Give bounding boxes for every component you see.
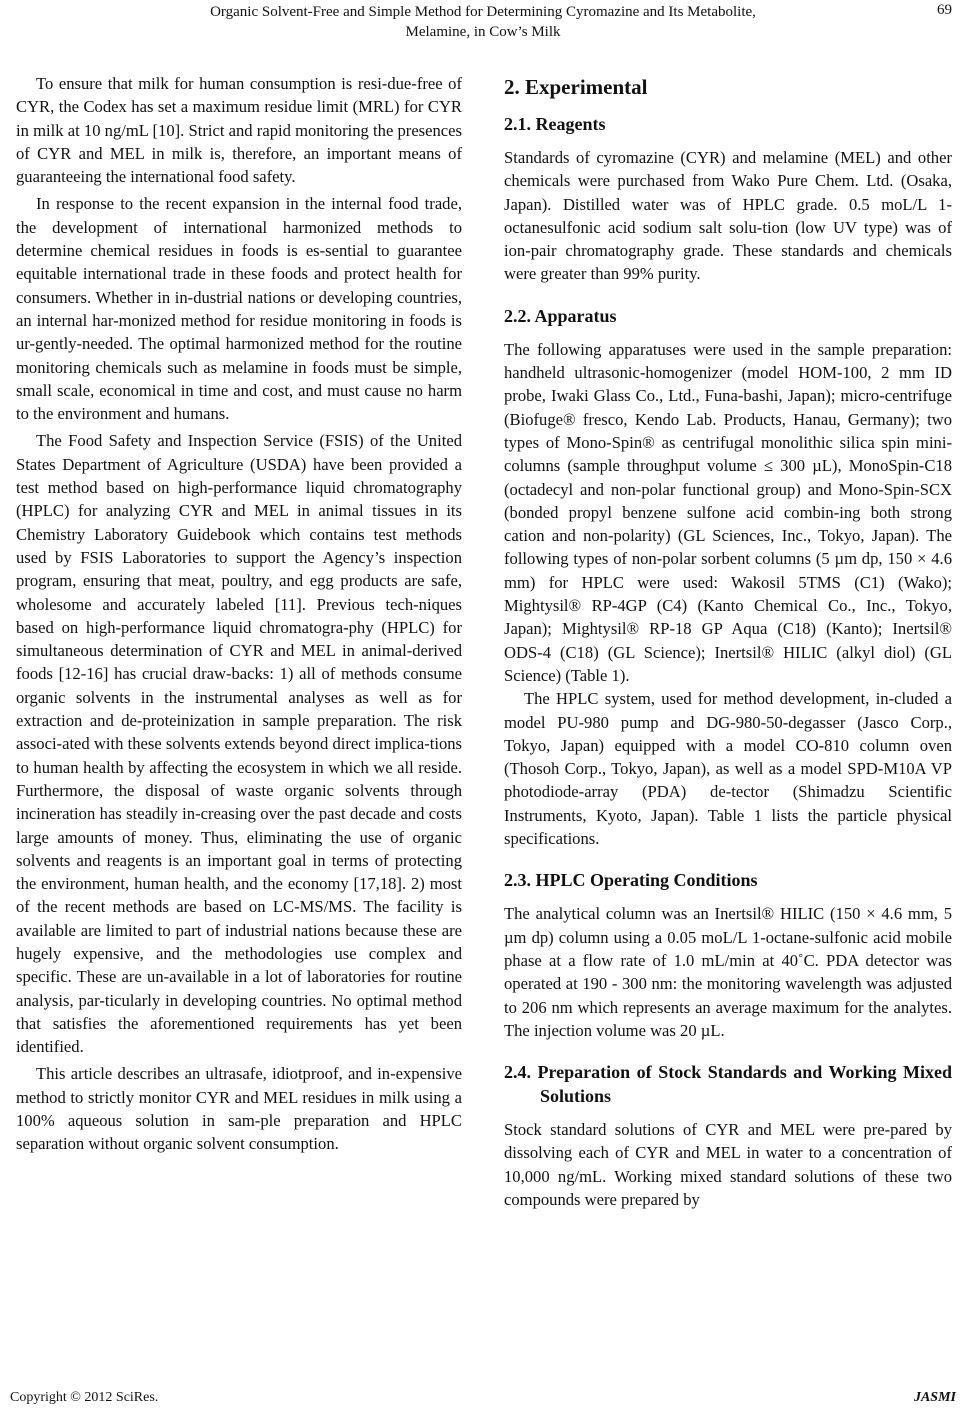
section-reagents: [504, 112, 952, 286]
left-column: [16, 72, 462, 1160]
journal-abbreviation: JASMI: [913, 1390, 956, 1405]
running-head: [0, 0, 966, 44]
section-heading-experimental: 2. Experimental: [504, 75, 648, 99]
subsection-heading-apparatus: 2.2. Apparatus: [504, 305, 617, 326]
section-stock-standards: [504, 1060, 952, 1211]
paragraph-harmonized-methods: In response to the recent expansion in the internal food trade, the development of international harmonized methods to determine chemical residues in foods is es-sential to guarantee equitable international trade in these foods and protect health for consumers. Whether in in-dustrial nations or developing countries, an internal har-monized method for residue monitoring in foods is ur-gently-needed. The optimal harmonized method for the routine monitoring chemicals such as melamine in foods must be simple, small scale, economical in time and cost, and must cause no harm to the environment and humans.: [16, 194, 462, 424]
paragraph-mrl: To ensure that milk for human consumption is resi-due-free of CYR, the Codex has set a maximum residue limit (MRL) for CYR in milk at 10 ng/mL [10]. Strict and rapid monitoring the presences of CYR and MEL in milk is, therefore, an important means of guaranteeing the international food safety.: [16, 74, 462, 187]
subsection-heading-stock-standards: 2.4. Preparation of Stock Standards and Working Mixed Solutions: [504, 1062, 952, 1107]
hplc-conditions-text: The analytical column was an Inertsil® HILIC (150 × 4.6 mm, 5 µm dp) column using a 0.05 moL/L 1-octane-sulfonic acid mobile phase at a flow rate of 1.0 mL/min at 40˚C. PDA detector was operated at 190 - 300 nm: the monitoring wavelength was adjusted to 206 nm which represents an average maximum for the analytes. The injection volume was 20 µL.: [504, 904, 952, 1040]
page-number: 69: [937, 2, 952, 18]
running-title-line-1: Organic Solvent-Free and Simple Method for Determining Cyromazine and Its Metabolite,: [210, 4, 756, 20]
apparatus-text-2: The HPLC system, used for method development, in-cluded a model PU-980 pump and DG-980-50-degasser (Jasco Corp., Tokyo, Japan) equipped with a model CO-810 column oven (Thosoh Corp., Tokyo, Japan), as well as a model SPD-M10A VP photodiode-array (PDA) de-tector (Shimadzu Scientific Instruments, Kyoto, Japan). Table 1 lists the particle physical specifications.: [504, 689, 952, 849]
apparatus-text-1: The following apparatuses were used in the sample preparation: handheld ultrasonic-homogenizer (model HOM-100, 2 mm ID probe, Iwaki Glass Co., Ltd., Funa-bashi, Japan); micro-centrifuge (Biofuge® fresco, Kendo Lab. Products, Hanau, Germany); two types of Mono-Spin® as centrifugal monolithic silica spin mini-columns (sample throughput volume ≤ 300 µL), MonoSpin-C18 (octadecyl and non-polar functional group) and Mono-Spin-SCX (bonded propyl benzene sulfone acid combin-ing both strong cation and non-polarity) (GL Sciences, Inc., Tokyo, Japan). The following types of non-polar sorbent columns (5 µm dp, 150 × 4.6 mm) for HPLC were used: Wakosil 5TMS (C1) (Wako); Mightysil® RP-4GP (C4) (Kanto Chemical Co., Inc., Tokyo, Japan); Mightysil® RP-18 GP Aqua (C18) (Kanto); Inertsil® ODS-4 (C18) (GL Science); Inertsil® HILIC (alkyl diol) (GL Science) (Table 1).: [504, 339, 952, 685]
paragraph-article-summary: This article describes an ultrasafe, idiotproof, and in-expensive method to strictly monitor CYR and MEL residues in milk using a 100% aqueous solution in sam-ple preparation and HPLC separation without organic solvent consumption.: [16, 1064, 462, 1154]
section-hplc-conditions: [504, 868, 952, 1042]
stock-standards-text: Stock standard solutions of CYR and MEL were pre-pared by dissolving each of CYR and MEL in water to a concentration of 10,000 ng/mL. Working mixed standard solutions of these two compounds were prepared by: [504, 1120, 952, 1209]
right-column: [504, 66, 952, 1229]
page-footer: [10, 1390, 956, 1410]
subsection-heading-hplc-conditions: 2.3. HPLC Operating Conditions: [504, 870, 758, 891]
copyright-notice: Copyright © 2012 SciRes.: [10, 1390, 159, 1405]
running-title: [60, 2, 906, 42]
subsection-heading-reagents: 2.1. Reagents: [504, 114, 606, 134]
section-apparatus: [504, 304, 952, 851]
paragraph-fsis: The Food Safety and Inspection Service (FSIS) of the United States Department of Agriculture (USDA) have been provided a test method based on high-performance liquid chromatography (HPLC) for analyzing CYR and MEL in animal tissues in its Chemistry Laboratory Guidebook which contains test methods used by FSIS Laboratories to support the Agency’s inspection program, ensuring that meat, poultry, and egg products are safe, wholesome and accurately labeled [11]. Previous tech-niques based on high-performance liquid chromatogra-phy (HPLC) for simultaneous determination of CYR and MEL in animal-derived foods [12-16] has crucial draw-backs: 1) all of methods consume organic solvents in the instrumental analyses as well as for extraction and de-proteinization in sample preparation. The risk associ-ated with these solvents extends beyond direct implica-tions to human health by affecting the ecosystem in which we all reside. Furthermore, the disposal of waste organic solvents through incineration has steadily in-creasing over the past decade and costs large amounts of money. Thus, eliminating the use of organic solvents and reagents is an important goal in terms of protecting the environment, human health, and the economy [17,18]. 2) most of the recent methods are based on LC-MS/MS. The facility is available are limited to part of industrial nations because these are hugely expensive, and the methodologies use complex and specific. These are un-available in a lot of laboratories for routine analysis, par-ticularly in developing countries. No optimal method that satisfies the aforementioned requirements has yet been identified.: [16, 431, 462, 1057]
running-title-line-2: Melamine, in Cow’s Milk: [405, 24, 561, 40]
reagents-text: Standards of cyromazine (CYR) and melamine (MEL) and other chemicals were purchased from Wako Pure Chem. Ltd. (Osaka, Japan). Distilled water was of HPLC grade. 0.5 moL/L 1-octanesulfonic acid sodium salt solu-tion (low UV type) was of ion-pair chromatography grade. These standards and chemicals were greater than 99% purity.: [504, 148, 952, 284]
